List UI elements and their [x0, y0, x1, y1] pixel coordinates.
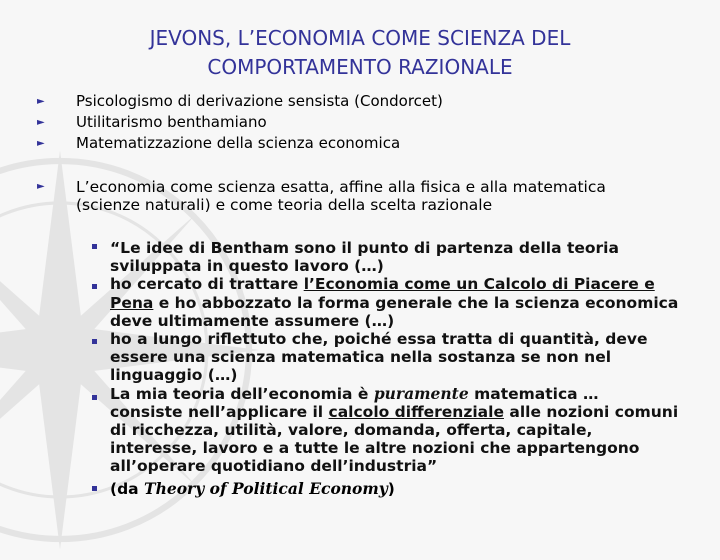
bullet-item-3: Matematizzazione della scienza economica: [76, 134, 401, 152]
square-bullet-icon: [92, 395, 97, 400]
underlined-phrase: Pena: [110, 293, 154, 312]
underlined-phrase: calcolo differenziale: [328, 402, 504, 421]
square-bullet-icon: [92, 339, 97, 344]
quote-text: ho cercato di trattare: [110, 275, 304, 294]
square-bullet-icon: [92, 244, 97, 249]
source-suffix: ): [387, 480, 395, 498]
arrow-bullet-icon: ►: [37, 138, 45, 149]
main-point-line-1: L’economia come scienza esatta, affine alla fisica e alla matematica: [76, 178, 606, 196]
arrow-bullet-icon: ►: [37, 117, 45, 128]
italic-word: puramente: [373, 383, 469, 403]
bullet-item-2: Utilitarismo benthamiano: [76, 113, 267, 131]
quote-line: [110, 403, 710, 421]
arrow-bullet-icon: ►: [37, 181, 45, 192]
bullet-item-1: Psicologismo di derivazione sensista (Condorcet): [76, 92, 443, 110]
quote-line: [110, 294, 710, 312]
quote-line: sviluppata in questo lavoro (…): [110, 257, 384, 276]
slide-title-line-1: JEVONS, L’ECONOMIA COME SCIENZA DEL: [149, 26, 571, 50]
quote-line: interesse, lavoro e a tutte le altre nozioni che appartengono: [110, 439, 640, 458]
quote-line: di ricchezza, utilità, valore, domanda, offerta, capitale,: [110, 421, 593, 440]
book-title: Theory of Political Economy: [144, 479, 388, 498]
jevons-quote: [110, 239, 710, 476]
arrow-bullet-icon: ►: [37, 96, 45, 107]
quote-text: e ho abbozzato la forma generale che la scienza economica: [153, 293, 679, 312]
quote-line: essere una scienza matematica nella sostanza se non nel: [110, 348, 612, 367]
quote-text: La mia teoria dell’economia è: [110, 384, 374, 403]
source-prefix: (da: [110, 480, 145, 498]
quote-line: ho a lungo riflettuto che, poiché essa tratta di quantità, deve: [110, 330, 648, 349]
quote-line: [110, 385, 710, 403]
quote-line: deve ultimamente assumere (…): [110, 311, 395, 330]
slide-title: [0, 24, 720, 82]
underlined-phrase: l’Economia come un Calcolo di Piacere e: [303, 275, 655, 294]
quote-line: all’operare quotidiano dell’industria”: [110, 457, 438, 476]
quote-line: [110, 275, 710, 293]
square-bullet-icon: [92, 486, 97, 491]
main-point-line-2: (scienze naturali) e come teoria della scelta razionale: [76, 196, 493, 214]
quote-source: [110, 479, 395, 498]
quote-line: linguaggio (…): [110, 366, 238, 385]
slide-title-line-2: COMPORTAMENTO RAZIONALE: [207, 55, 513, 79]
quote-text: matematica …: [468, 384, 599, 403]
quote-text: alle nozioni comuni: [503, 402, 679, 421]
quote-line: “Le idee di Bentham sono il punto di partenza della teoria: [110, 239, 619, 257]
quote-text: consiste nell’applicare il: [110, 402, 329, 421]
square-bullet-icon: [92, 284, 97, 289]
